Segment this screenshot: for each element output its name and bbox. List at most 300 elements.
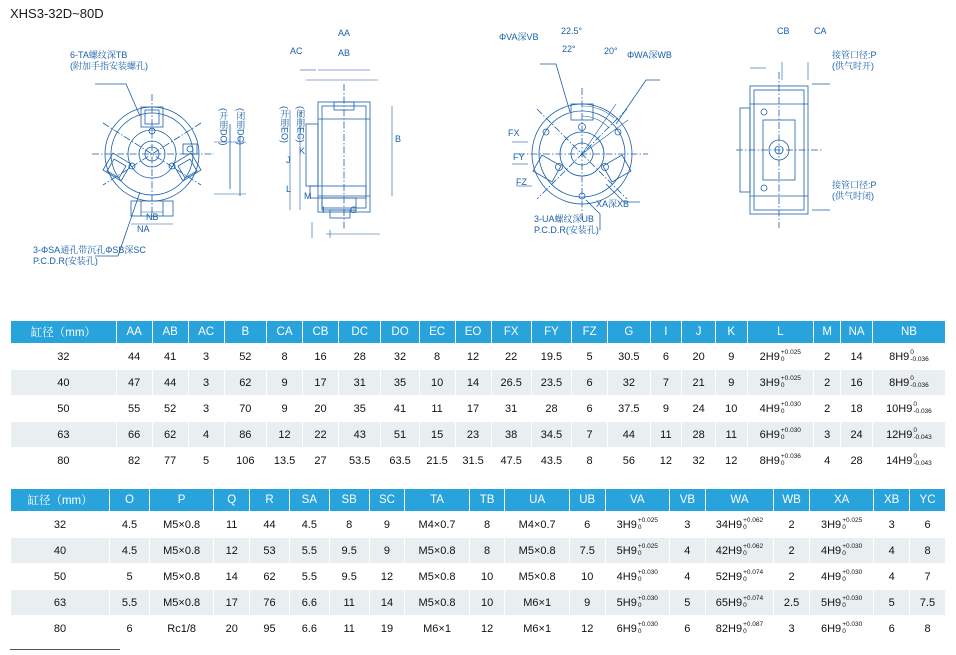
table2-col-XA: XA: [809, 489, 873, 512]
cell-NA: 14: [841, 344, 873, 370]
cell-bore: 40: [11, 538, 110, 564]
cell-bore: 32: [11, 512, 110, 538]
label-l: L: [286, 184, 292, 194]
cell-XA: 5H9 +0.030 0: [809, 590, 873, 616]
cell-FX: 22: [491, 344, 531, 370]
cell-FX: 31: [491, 396, 531, 422]
cell-TB: 12: [469, 616, 505, 642]
table1-col-NA: NA: [841, 321, 873, 344]
cell-K: 9: [715, 370, 747, 396]
cell-FX: 26.5: [491, 370, 531, 396]
cell-L: 3H9 +0.025 0: [747, 370, 813, 396]
cell-EC: 10: [419, 370, 455, 396]
cell-DC: 35: [338, 396, 381, 422]
cell-I: 9: [650, 396, 682, 422]
cell-DC: 53.5: [338, 448, 381, 474]
cell-TA: M5×0.8: [405, 590, 469, 616]
cell-G: 44: [608, 422, 651, 448]
label-port-open: 接管口径:P (供气时开): [832, 50, 877, 72]
cell-EC: 21.5: [419, 448, 455, 474]
cell-G: 37.5: [608, 396, 651, 422]
table1-col-AA: AA: [116, 321, 152, 344]
cell-SA: 4.5: [289, 512, 329, 538]
cell-K: 9: [715, 344, 747, 370]
label-i: I: [322, 205, 325, 215]
cell-M: 2: [814, 396, 841, 422]
cell-AA: 66: [116, 422, 152, 448]
cell-DO: 32: [381, 344, 419, 370]
cell-O: 5.5: [110, 590, 150, 616]
cell-CA: 13.5: [267, 448, 303, 474]
table1-col-FZ: FZ: [572, 321, 608, 344]
cell-TB: 10: [469, 564, 505, 590]
cell-UB: 12: [569, 616, 605, 642]
cell-FY: 34.5: [531, 422, 571, 448]
cell-NA: 18: [841, 396, 873, 422]
cell-CA: 12: [267, 422, 303, 448]
table1-header-row: [11, 321, 946, 344]
cell-TB: 8: [469, 538, 505, 564]
table2-col-UA: UA: [505, 489, 569, 512]
cell-Q: 14: [214, 564, 250, 590]
cell-EO: 31.5: [455, 448, 491, 474]
cell-AA: 55: [116, 396, 152, 422]
label-nb: NB: [146, 212, 159, 222]
cell-YC: 7.5: [910, 590, 946, 616]
cell-CA: 9: [267, 370, 303, 396]
table2-col-bore: 缸径（mm）: [11, 489, 110, 512]
cell-R: 53: [250, 538, 290, 564]
table-row: [11, 422, 946, 448]
label-angle-20: 20°: [604, 46, 618, 56]
cell-AB: 44: [152, 370, 188, 396]
table1-col-CA: CA: [267, 321, 303, 344]
cell-FZ: 6: [572, 370, 608, 396]
table2-col-VB: VB: [669, 489, 705, 512]
cell-TA: M6×1: [405, 616, 469, 642]
table2-col-R: R: [250, 489, 290, 512]
cell-M: 3: [814, 422, 841, 448]
cell-B: 70: [224, 396, 267, 422]
cell-DC: 43: [338, 422, 381, 448]
cell-P: M5×0.8: [149, 590, 213, 616]
cell-FZ: 6: [572, 396, 608, 422]
label-ca: CA: [814, 26, 827, 36]
cell-TB: 10: [469, 590, 505, 616]
cell-J: 32: [682, 448, 716, 474]
label-xa: XA深XB: [596, 199, 630, 209]
label-wa: ΦWA深WB: [627, 50, 672, 60]
cell-AB: 62: [152, 422, 188, 448]
cell-VB: 3: [669, 512, 705, 538]
cell-WA: 34H9 +0.062 0: [705, 512, 773, 538]
cell-FX: 47.5: [491, 448, 531, 474]
cell-WB: 2: [774, 564, 810, 590]
label-ab: AB: [338, 48, 351, 58]
cell-EO: 17: [455, 396, 491, 422]
view4-ports: [736, 62, 830, 228]
cell-CB: 16: [303, 344, 339, 370]
label-aa: AA: [338, 28, 351, 38]
cell-Q: 20: [214, 616, 250, 642]
cell-EO: 12: [455, 344, 491, 370]
cell-Q: 11: [214, 512, 250, 538]
cell-P: Rc1/8: [149, 616, 213, 642]
table2-col-SC: SC: [369, 489, 405, 512]
cell-SB: 9.5: [329, 538, 369, 564]
cell-SA: 6.6: [289, 616, 329, 642]
cell-UB: 9: [569, 590, 605, 616]
table-row: [11, 616, 946, 642]
table1-col-M: M: [814, 321, 841, 344]
table-row: [11, 512, 946, 538]
cell-G: 56: [608, 448, 651, 474]
cell-bore: 50: [11, 564, 110, 590]
label-ta-thread: 6-TA螺纹深TB (附加手指安装螺孔): [70, 50, 148, 72]
table2-body: [11, 512, 946, 642]
cell-XA: 4H9 +0.030 0: [809, 564, 873, 590]
cell-FZ: 7: [572, 422, 608, 448]
cell-O: 5: [110, 564, 150, 590]
cell-VB: 5: [669, 590, 705, 616]
table2-col-TB: TB: [469, 489, 505, 512]
cell-XB: 4: [874, 564, 910, 590]
cell-bore: 32: [11, 344, 117, 370]
cell-bore: 50: [11, 396, 117, 422]
cell-TA: M5×0.8: [405, 538, 469, 564]
table-row: [11, 538, 946, 564]
cell-J: 21: [682, 370, 716, 396]
cell-UA: M4×0.7: [505, 512, 569, 538]
cell-AB: 77: [152, 448, 188, 474]
cell-CB: 27: [303, 448, 339, 474]
cell-XA: 3H9 +0.025 0: [809, 512, 873, 538]
label-sa-hole: 3-ΦSA通孔带沉孔ΦSB深SC P.C.D.R(安装孔): [33, 245, 146, 267]
cell-WA: 52H9 +0.074 0: [705, 564, 773, 590]
table1-col-FY: FY: [531, 321, 571, 344]
cell-FY: 28: [531, 396, 571, 422]
cell-CB: 17: [303, 370, 339, 396]
cell-XA: 6H9 +0.030 0: [809, 616, 873, 642]
table2-col-WA: WA: [705, 489, 773, 512]
table1-col-FX: FX: [491, 321, 531, 344]
table2-col-XB: XB: [874, 489, 910, 512]
table-row: [11, 344, 946, 370]
table1-col-K: K: [715, 321, 747, 344]
cell-NA: 24: [841, 422, 873, 448]
cell-VB: 6: [669, 616, 705, 642]
label-fx: FX: [508, 128, 520, 138]
cell-CB: 22: [303, 422, 339, 448]
table1-col-AC: AC: [188, 321, 224, 344]
cell-NA: 16: [841, 370, 873, 396]
label-j: J: [286, 155, 291, 165]
cell-L: 4H9 +0.030 0: [747, 396, 813, 422]
cell-P: M5×0.8: [149, 512, 213, 538]
cell-XA: 4H9 +0.030 0: [809, 538, 873, 564]
cell-bore: 40: [11, 370, 117, 396]
view3-rear: [512, 64, 660, 230]
cell-AC: 3: [188, 344, 224, 370]
cell-WB: 2.5: [774, 590, 810, 616]
cell-O: 4.5: [110, 512, 150, 538]
table1-col-AB: AB: [152, 321, 188, 344]
cell-P: M5×0.8: [149, 564, 213, 590]
table2-col-Q: Q: [214, 489, 250, 512]
cell-SB: 11: [329, 616, 369, 642]
cell-AB: 52: [152, 396, 188, 422]
cell-YC: 7: [910, 564, 946, 590]
cell-UB: 6: [569, 512, 605, 538]
cell-CA: 9: [267, 396, 303, 422]
cell-K: 12: [715, 448, 747, 474]
cell-EC: 11: [419, 396, 455, 422]
cell-VA: 3H9 +0.025 0: [605, 512, 669, 538]
cell-SB: 8: [329, 512, 369, 538]
cell-UA: M5×0.8: [505, 564, 569, 590]
cell-FZ: 8: [572, 448, 608, 474]
cell-FY: 19.5: [531, 344, 571, 370]
table1-col-DC: DC: [338, 321, 381, 344]
cell-FX: 38: [491, 422, 531, 448]
table1-col-CB: CB: [303, 321, 339, 344]
cell-M: 4: [814, 448, 841, 474]
cell-NA: 28: [841, 448, 873, 474]
cell-K: 10: [715, 396, 747, 422]
cell-J: 28: [682, 422, 716, 448]
label-m: M: [304, 191, 312, 201]
dimension-table-2: [10, 488, 946, 642]
technical-drawing-area: [0, 24, 956, 294]
cell-M: 2: [814, 344, 841, 370]
cell-G: 30.5: [608, 344, 651, 370]
cell-WB: 3: [774, 616, 810, 642]
label-port-close: 接管口径:P (供气时闭): [832, 180, 877, 202]
cell-VA: 6H9 +0.030 0: [605, 616, 669, 642]
table2-col-WB: WB: [774, 489, 810, 512]
cell-DC: 28: [338, 344, 381, 370]
footer-rule: [10, 649, 120, 650]
table1-body: [11, 344, 946, 474]
cell-EO: 23: [455, 422, 491, 448]
label-fy: FY: [513, 152, 525, 162]
cell-NB: 14H9 0 -0.043: [872, 448, 945, 474]
cell-XB: 5: [874, 590, 910, 616]
label-na: NA: [137, 224, 150, 234]
cell-AA: 47: [116, 370, 152, 396]
cell-R: 62: [250, 564, 290, 590]
cell-VB: 4: [669, 564, 705, 590]
cell-NB: 10H9 0 -0.036: [872, 396, 945, 422]
cell-CA: 8: [267, 344, 303, 370]
cell-bore: 63: [11, 590, 110, 616]
cell-UA: M6×1: [505, 616, 569, 642]
cell-SA: 6.6: [289, 590, 329, 616]
table2-col-SB: SB: [329, 489, 369, 512]
cell-R: 44: [250, 512, 290, 538]
cell-UB: 7.5: [569, 538, 605, 564]
cell-AC: 3: [188, 396, 224, 422]
table1-col-EC: EC: [419, 321, 455, 344]
page-title: XHS3-32D~80D: [10, 6, 104, 21]
cell-FY: 23.5: [531, 370, 571, 396]
cell-O: 6: [110, 616, 150, 642]
cell-B: 52: [224, 344, 267, 370]
table2-col-VA: VA: [605, 489, 669, 512]
cell-I: 12: [650, 448, 682, 474]
cell-SC: 19: [369, 616, 405, 642]
cell-FZ: 5: [572, 344, 608, 370]
table1-col-G: G: [608, 321, 651, 344]
cell-DO: 41: [381, 396, 419, 422]
cell-J: 24: [682, 396, 716, 422]
cell-XB: 4: [874, 538, 910, 564]
table1-col-bore: 缸径（mm）: [11, 321, 117, 344]
cell-B: 106: [224, 448, 267, 474]
cell-AA: 82: [116, 448, 152, 474]
cell-SC: 9: [369, 512, 405, 538]
cell-YC: 8: [910, 616, 946, 642]
cell-Q: 12: [214, 538, 250, 564]
table2-col-UB: UB: [569, 489, 605, 512]
cell-UA: M5×0.8: [505, 538, 569, 564]
label-ec: (闭朋EC): [295, 106, 306, 143]
cell-I: 6: [650, 344, 682, 370]
table1-col-EO: EO: [455, 321, 491, 344]
cell-EC: 15: [419, 422, 455, 448]
cell-TB: 8: [469, 512, 505, 538]
table2-col-P: P: [149, 489, 213, 512]
cell-L: 8H9 +0.036 0: [747, 448, 813, 474]
cell-YC: 8: [910, 538, 946, 564]
label-va: ΦVA深VB: [499, 32, 539, 42]
table1-col-L: L: [747, 321, 813, 344]
cell-NB: 8H9 0 -0.036: [872, 344, 945, 370]
label-k: K: [299, 146, 306, 156]
cell-R: 95: [250, 616, 290, 642]
cell-UB: 10: [569, 564, 605, 590]
label-dc: (闭朋DC): [235, 108, 246, 145]
cell-O: 4.5: [110, 538, 150, 564]
cell-AB: 41: [152, 344, 188, 370]
cell-DO: 51: [381, 422, 419, 448]
cell-EO: 14: [455, 370, 491, 396]
cell-L: 2H9 +0.025 0: [747, 344, 813, 370]
cell-I: 7: [650, 370, 682, 396]
cell-I: 11: [650, 422, 682, 448]
label-b: B: [395, 134, 402, 144]
cell-K: 11: [715, 422, 747, 448]
cell-VA: 5H9 +0.025 0: [605, 538, 669, 564]
table2-col-O: O: [110, 489, 150, 512]
label-do: (开朋DO): [218, 108, 229, 146]
cell-VB: 4: [669, 538, 705, 564]
cell-TA: M4×0.7: [405, 512, 469, 538]
cell-R: 76: [250, 590, 290, 616]
cell-EC: 8: [419, 344, 455, 370]
cell-bore: 63: [11, 422, 117, 448]
cell-AC: 5: [188, 448, 224, 474]
cell-SB: 9.5: [329, 564, 369, 590]
cell-YC: 6: [910, 512, 946, 538]
cell-AA: 44: [116, 344, 152, 370]
cell-DO: 35: [381, 370, 419, 396]
label-g: G: [350, 205, 358, 215]
cell-DO: 63.5: [381, 448, 419, 474]
label-ua-thread: 3-UA螺纹深UB P.C.D.R(安装孔): [534, 214, 599, 236]
cell-B: 62: [224, 370, 267, 396]
cell-WB: 2: [774, 538, 810, 564]
cell-XB: 6: [874, 616, 910, 642]
table-row: [11, 370, 946, 396]
table-row: [11, 590, 946, 616]
cell-WB: 2: [774, 512, 810, 538]
cell-SC: 12: [369, 564, 405, 590]
table1-col-J: J: [682, 321, 716, 344]
table1-col-I: I: [650, 321, 682, 344]
cell-SC: 9: [369, 538, 405, 564]
cell-FY: 43.5: [531, 448, 571, 474]
cell-XB: 3: [874, 512, 910, 538]
cell-L: 6H9 +0.030 0: [747, 422, 813, 448]
cell-G: 32: [608, 370, 651, 396]
view2-side: [290, 70, 392, 238]
table2-col-YC: YC: [910, 489, 946, 512]
cell-SB: 11: [329, 590, 369, 616]
table2-col-SA: SA: [289, 489, 329, 512]
cell-UA: M6×1: [505, 590, 569, 616]
cell-WA: 82H9 +0.087 0: [705, 616, 773, 642]
table1-col-B: B: [224, 321, 267, 344]
table1-col-DO: DO: [381, 321, 419, 344]
cell-Q: 17: [214, 590, 250, 616]
cell-P: M5×0.8: [149, 538, 213, 564]
cell-WA: 65H9 +0.074 0: [705, 590, 773, 616]
cell-SC: 14: [369, 590, 405, 616]
label-cb: CB: [777, 26, 790, 36]
cell-bore: 80: [11, 448, 117, 474]
cell-NB: 12H9 0 -0.043: [872, 422, 945, 448]
cell-SA: 5.5: [289, 538, 329, 564]
cell-VA: 5H9 +0.030 0: [605, 590, 669, 616]
label-eo: (开朋EO): [279, 106, 290, 143]
table-row: [11, 564, 946, 590]
cell-J: 20: [682, 344, 716, 370]
label-fz: FZ: [516, 177, 527, 187]
cell-AC: 3: [188, 370, 224, 396]
label-ac: AC: [290, 46, 303, 56]
table-row: [11, 396, 946, 422]
cell-TA: M5×0.8: [405, 564, 469, 590]
cell-AC: 4: [188, 422, 224, 448]
cell-M: 2: [814, 370, 841, 396]
cell-WA: 42H9 +0.062 0: [705, 538, 773, 564]
table2-header-row: [11, 489, 946, 512]
label-angle-225: 22.5°: [561, 26, 583, 36]
cell-SA: 5.5: [289, 564, 329, 590]
cell-DC: 31: [338, 370, 381, 396]
table-row: [11, 448, 946, 474]
table2-col-TA: TA: [405, 489, 469, 512]
cell-NB: 8H9 0 -0.036: [872, 370, 945, 396]
cell-CB: 20: [303, 396, 339, 422]
table1-col-NB: NB: [872, 321, 945, 344]
dimension-table-1: [10, 320, 946, 474]
label-angle-22: 22°: [562, 44, 576, 54]
cell-VA: 4H9 +0.030 0: [605, 564, 669, 590]
cell-bore: 80: [11, 616, 110, 642]
cell-B: 86: [224, 422, 267, 448]
